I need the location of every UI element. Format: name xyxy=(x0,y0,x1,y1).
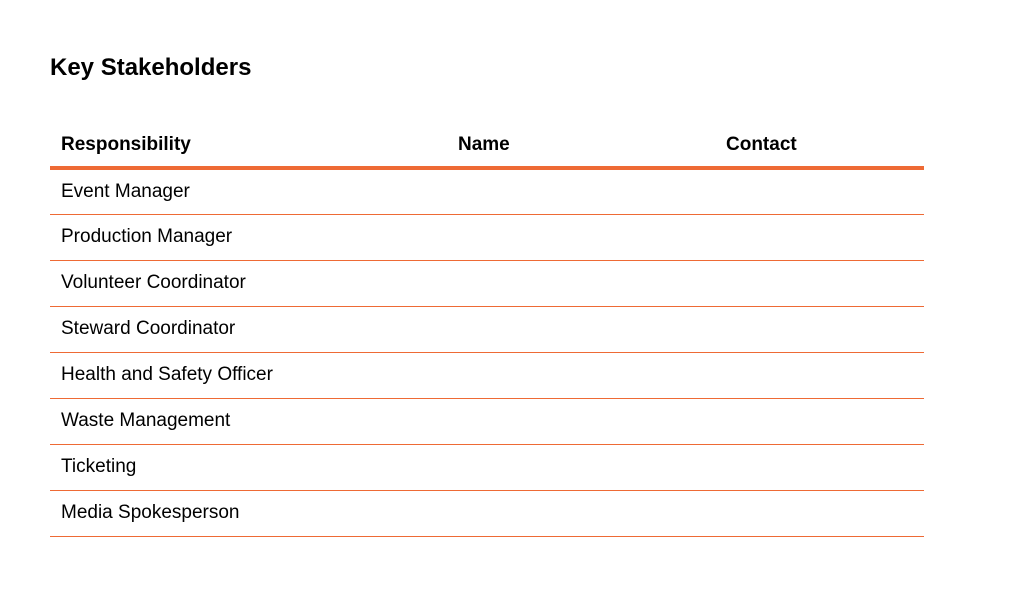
contact-cell xyxy=(680,168,924,214)
responsibility-cell: Media Spokesperson xyxy=(50,490,400,536)
responsibility-cell: Volunteer Coordinator xyxy=(50,260,400,306)
name-cell xyxy=(400,260,680,306)
responsibility-cell: Production Manager xyxy=(50,214,400,260)
contact-cell xyxy=(680,490,924,536)
name-cell xyxy=(400,352,680,398)
contact-cell xyxy=(680,444,924,490)
name-cell xyxy=(400,168,680,214)
table-row xyxy=(50,444,924,490)
contact-cell xyxy=(680,306,924,352)
column-header-contact: Contact xyxy=(680,124,924,168)
table-row xyxy=(50,260,924,306)
name-cell xyxy=(400,398,680,444)
contact-cell xyxy=(680,352,924,398)
table-row xyxy=(50,352,924,398)
table-row xyxy=(50,490,924,536)
table-row xyxy=(50,214,924,260)
name-cell xyxy=(400,306,680,352)
column-header-name: Name xyxy=(400,124,680,168)
table-row xyxy=(50,306,924,352)
column-header-responsibility: Responsibility xyxy=(50,124,400,168)
responsibility-cell: Ticketing xyxy=(50,444,400,490)
responsibility-cell: Health and Safety Officer xyxy=(50,352,400,398)
responsibility-cell: Steward Coordinator xyxy=(50,306,400,352)
contact-cell xyxy=(680,260,924,306)
table-header-row xyxy=(50,124,924,168)
page-title: Key Stakeholders xyxy=(50,54,252,81)
name-cell xyxy=(400,490,680,536)
table-row xyxy=(50,398,924,444)
table-row xyxy=(50,168,924,214)
name-cell xyxy=(400,444,680,490)
name-cell xyxy=(400,214,680,260)
responsibility-cell: Event Manager xyxy=(50,168,400,214)
contact-cell xyxy=(680,214,924,260)
stakeholder-table xyxy=(50,124,924,537)
contact-cell xyxy=(680,398,924,444)
responsibility-cell: Waste Management xyxy=(50,398,400,444)
